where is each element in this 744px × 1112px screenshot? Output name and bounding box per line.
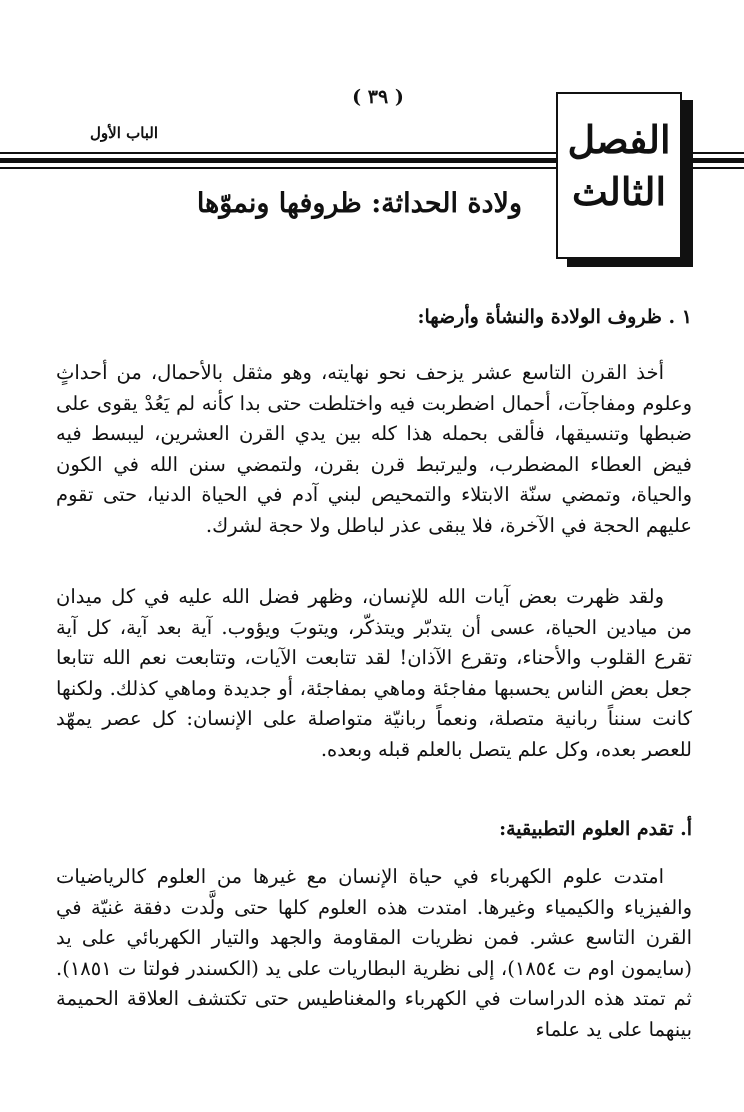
header-rule-thin-bottom bbox=[0, 167, 556, 169]
header-rule-thick bbox=[0, 158, 556, 163]
paragraph-1 bbox=[56, 358, 692, 541]
chapter-box bbox=[556, 92, 682, 259]
chapter-word-2: الثالث bbox=[571, 169, 667, 214]
section-heading-1: ١ . ظروف الولادة والنشأة وأرضها: bbox=[417, 306, 692, 328]
section-heading-a: أ. تقدم العلوم التطبيقية: bbox=[499, 818, 692, 840]
header-rule-right-thin-top bbox=[692, 152, 744, 154]
page-number: ( ٣٩ ) bbox=[352, 86, 404, 108]
paragraph-text: أخذ القرن التاسع عشر يزحف نحو نهايته، وهو مثقل بالأحمال، من أحداثٍ وعلوم ومفاجآت، أحمال اضطربت فيه واختلطت حتى بدا كأنه لم يَعُدْ يقوى على ضبطها وتنسيقها، فألقى بحمله هذا كله بين يدي القرن العشرين، ليبسط فيه فيض العطاء المضطرب، وليرتبط قرن بقرن، ولتمضي سنن الله في الكون والحياة، وتمضي سنّة الابتلاء والتمحيص لبني آدم في الحياة الدنيا، حتى تقوم عليهم الحجة في الآخرة، فلا يبقى عذر لباطل ولا حجة لشرك. bbox=[56, 361, 692, 537]
header-rule-right-thick bbox=[692, 158, 744, 163]
chapter-word-1: الفصل bbox=[567, 117, 671, 162]
header-rule-right-thin-bottom bbox=[692, 167, 744, 169]
paragraph-text: امتدت علوم الكهرباء في حياة الإنسان مع غيرها من العلوم كالرياضيات والفيزياء والكيمياء وغيرها. امتدت هذه العلوم كلها حتى ولَّدت دفقة غنيّة في القرن التاسع عشر. فمن نظريات المقاومة والجهد والتيار الكهربائي على يد (سايمون اوم ت ١٨٥٤)، إلى نظرية البطاريات على يد (الكسندر فولتا ت ١٨٥١). ثم تمتد هذه الدراسات في الكهرباء والمغناطيس حتى تكتشف العلاقة الحميمة بينهما على يد علماء bbox=[56, 865, 693, 1041]
header-rule-thin-top bbox=[0, 152, 556, 154]
chapter-title: ولادة الحداثة: ظروفها ونموّها bbox=[196, 188, 522, 219]
paragraph-text: ولقد ظهرت بعض آيات الله للإنسان، وظهر فضل الله عليه في كل ميدان من ميادين الحياة، عسى أن يتدبّر ويتذكّر، ويتوبَ ويؤوب. آية بعد آية، كل آية تقرع القلوب والأحناء، وتقرع الآذان! لقد تتابعت الآيات، وتتابعت نعم الله تتابعا جعل بعض الناس يحسبها مفاجئة وماهي بمفاجئة، أو جديدة وماهي كذلك. ولكنها كانت سنناً ربانية متصلة، ونعماً ربانيّة متواصلة على الإنسان: كل عصر يمهّد للعصر بعده، وكل علم يتصل بالعلم قبله وبعده. bbox=[56, 585, 692, 761]
paragraph-3 bbox=[56, 862, 692, 1045]
paragraph-2 bbox=[56, 582, 692, 765]
part-label: الباب الأول bbox=[90, 124, 159, 142]
